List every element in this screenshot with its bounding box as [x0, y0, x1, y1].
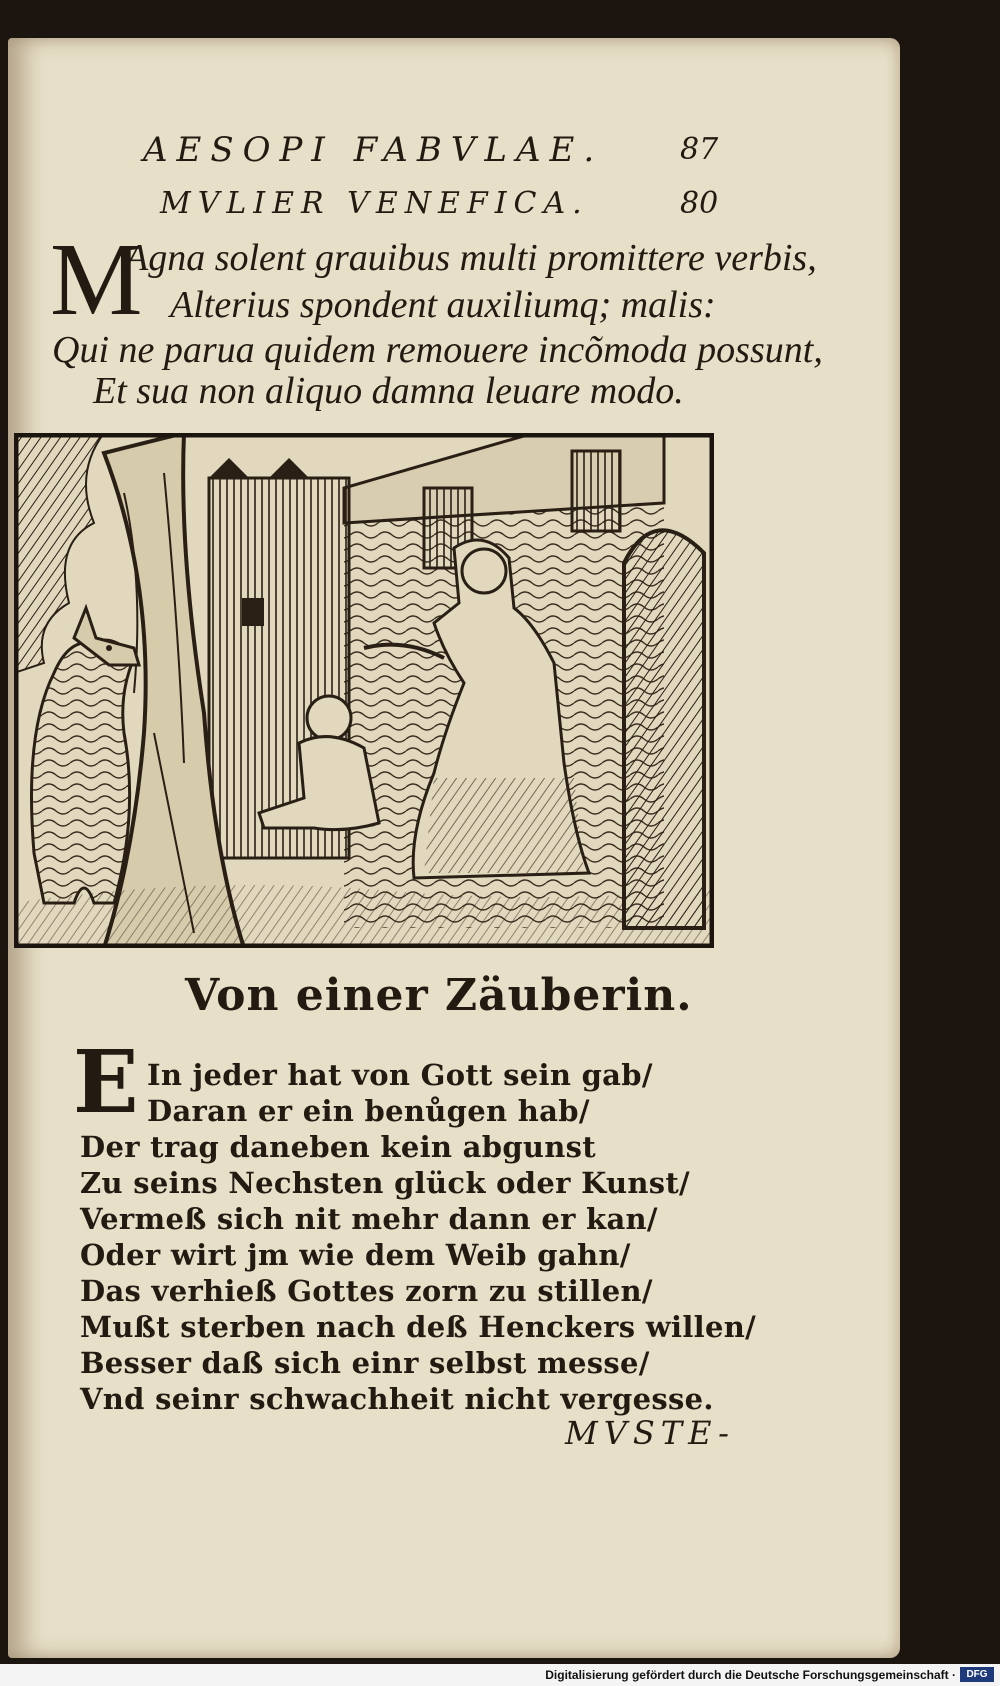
german-line-5: Vermeß sich nit mehr dann er kan/: [80, 1202, 658, 1236]
arched-doorway: [624, 530, 704, 928]
digitization-footer: [0, 1664, 1000, 1686]
latin-line-2: Alterius spondent auxiliumq; malis:: [170, 284, 716, 326]
german-line-10: Vnd seinr schwachheit nicht vergesse.: [80, 1382, 714, 1416]
fable-title: MVLIER VENEFICA.: [160, 186, 589, 221]
window-right: [572, 451, 620, 531]
dfg-logo: DFG: [960, 1667, 994, 1682]
german-line-7: Das verhieß Gottes zorn zu stillen/: [80, 1274, 653, 1308]
german-line-6: Oder wirt jm wie dem Weib gahn/: [80, 1238, 631, 1272]
latin-line-4: Et sua non aliquo damna leuare modo.: [93, 370, 684, 412]
fable-number: 80: [680, 186, 719, 221]
german-title: Von einer Zäuberin.: [185, 970, 693, 1021]
latin-line-1: Agna solent grauibus multi promittere verbis,: [125, 237, 817, 279]
german-initial: E: [73, 1032, 139, 1133]
woodcut-illustration: [14, 433, 714, 948]
german-line-9: Besser daß sich einr selbst messe/: [80, 1346, 650, 1380]
german-line-2: Daran er ein benůgen hab/: [147, 1094, 590, 1128]
footer-text: Digitalisierung gefördert durch die Deutsche Forschungsgemeinschaft ·: [545, 1668, 956, 1682]
latin-line-3: Qui ne parua quidem remouere incõmoda possunt,: [52, 329, 823, 371]
german-line-1: In jeder hat von Gott sein gab/: [147, 1058, 653, 1092]
german-line-8: Mußt sterben nach deß Henckers willen/: [80, 1310, 757, 1344]
latin-initial: M: [50, 222, 143, 337]
page-number: 87: [680, 132, 719, 167]
german-line-3: Der trag daneben kein abgunst: [80, 1130, 597, 1164]
catchword: MVSTE-: [565, 1414, 735, 1452]
german-line-4: Zu seins Nechsten glück oder Kunst/: [80, 1166, 690, 1200]
running-head-title: AESOPI FABVLAE.: [143, 130, 604, 170]
